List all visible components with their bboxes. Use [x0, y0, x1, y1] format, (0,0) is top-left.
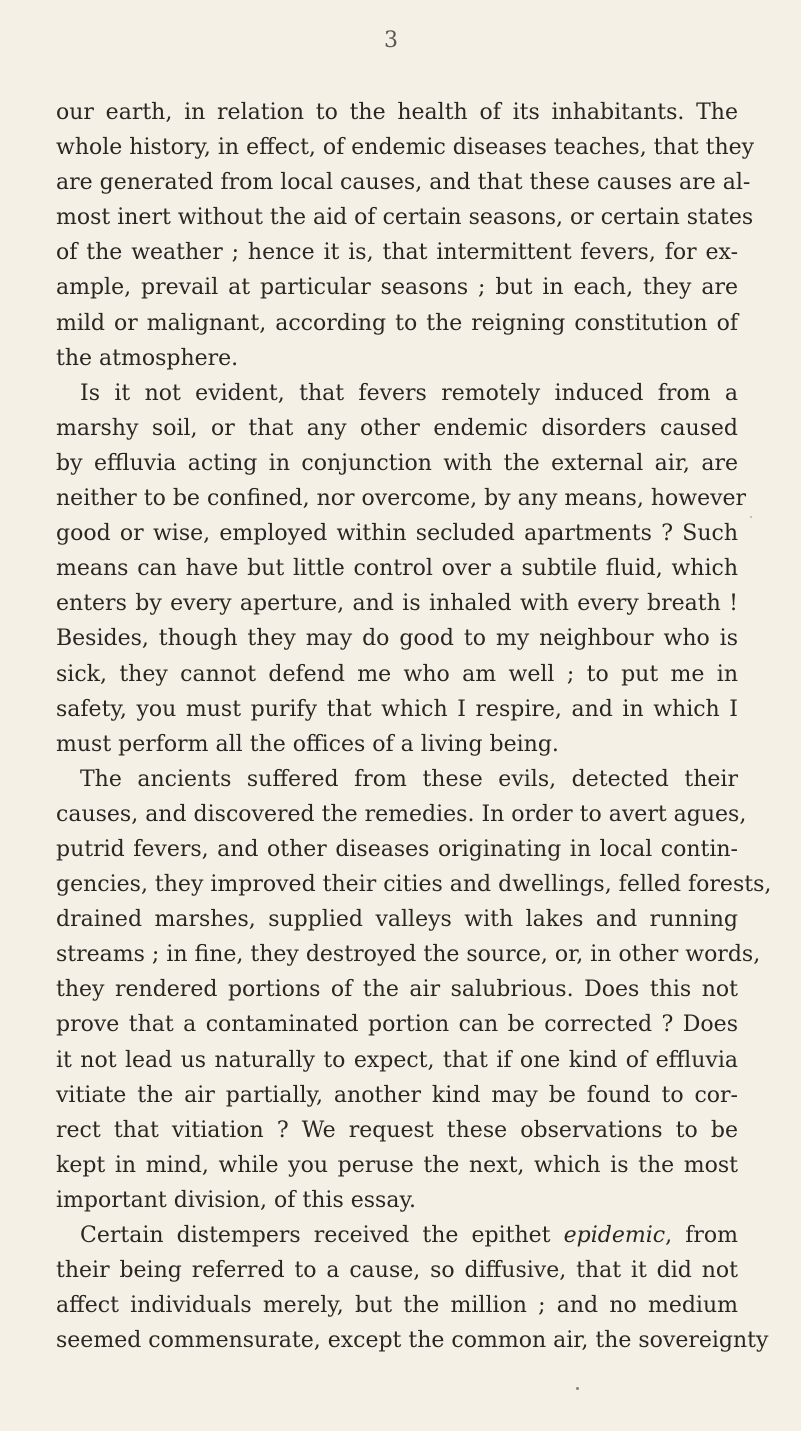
- text-line: mild or malignant, according to the reigning constitution of: [56, 310, 738, 336]
- text-line: most inert without the aid of certain seasons, or certain states: [56, 205, 754, 231]
- paper-speck: [750, 516, 752, 518]
- text-line: whole history, in effect, of endemic diseases teaches, that they: [56, 135, 755, 161]
- text-line: The ancients suffered from these evils, detected their: [80, 766, 738, 792]
- page-number: 3: [384, 28, 398, 53]
- text-line: rect that vitiation ? We request these observations to be: [56, 1117, 738, 1143]
- line-tail: , from: [665, 1223, 738, 1248]
- text-line: gencies, they improved their cities and dwellings, felled forests,: [56, 872, 772, 898]
- text-line: must perform all the offices of a living being.: [56, 731, 559, 757]
- text-line: good or wise, employed within secluded apartments ? Such: [56, 521, 738, 547]
- text-line: our earth, in relation to the health of its inhabitants. The: [56, 100, 738, 125]
- text-line: enters by every aperture, and is inhaled with every breath !: [56, 591, 738, 617]
- line-lead-word: Certain: [80, 1223, 164, 1248]
- text-line: they rendered portions of the air salubrious. Does this not: [56, 977, 738, 1003]
- emphasized-word: epidemic: [563, 1223, 666, 1248]
- text-line: seemed commensurate, except the common air, the sovereignty: [56, 1328, 769, 1354]
- paper-speck: [576, 1387, 579, 1390]
- body-text: [56, 95, 772, 1358]
- text-line: causes, and discovered the remedies. In order to avert agues,: [56, 801, 747, 827]
- text-line: of the weather ; hence it is, that intermittent fevers, for ex-: [56, 240, 738, 266]
- text-line: ample, prevail at particular seasons ; but in each, they are: [56, 275, 738, 301]
- text-line: drained marshes, supplied valleys with lakes and running: [56, 907, 738, 933]
- text-line: affect individuals merely, but the million ; and no medium: [56, 1293, 738, 1319]
- text-line: putrid fevers, and other diseases originating in local contin-: [56, 836, 738, 862]
- text-line: important division, of this essay.: [56, 1187, 416, 1213]
- text-line: kept in mind, while you peruse the next, which is the most: [56, 1152, 738, 1178]
- text-line: marshy soil, or that any other endemic disorders caused: [56, 415, 738, 441]
- text-line: sick, they cannot defend me who am well ; to put me in: [56, 661, 738, 687]
- text-line: vitiate the air partially, another kind may be found to cor-: [56, 1082, 738, 1108]
- text-line: streams ; in fine, they destroyed the source, or, in other words,: [56, 942, 761, 968]
- text-line: are generated from local causes, and that these causes are al-: [56, 170, 751, 196]
- text-line: by effluvia acting in conjunction with the external air, are: [56, 450, 738, 476]
- text-line: their being referred to a cause, so diffusive, that it did not: [56, 1258, 738, 1284]
- text-line: Is it not evident, that fevers remotely induced from a: [80, 380, 738, 406]
- text-line: the atmosphere.: [56, 345, 239, 371]
- text-line: Besides, though they may do good to my neighbour who is: [56, 626, 738, 652]
- text-line: means can have but little control over a subtile fluid, which: [56, 556, 738, 582]
- text-line: safety, you must purify that which I respire, and in which I: [56, 696, 738, 722]
- text-line: prove that a contaminated portion can be corrected ? Does: [56, 1012, 738, 1038]
- text-line: neither to be confined, nor overcome, by any means, however: [56, 486, 747, 512]
- text-line-with-emphasis: [56, 1218, 738, 1253]
- text-line: it not lead us naturally to expect, that if one kind of effluvia: [56, 1047, 738, 1073]
- line-body: distempers received the epithet: [176, 1223, 551, 1248]
